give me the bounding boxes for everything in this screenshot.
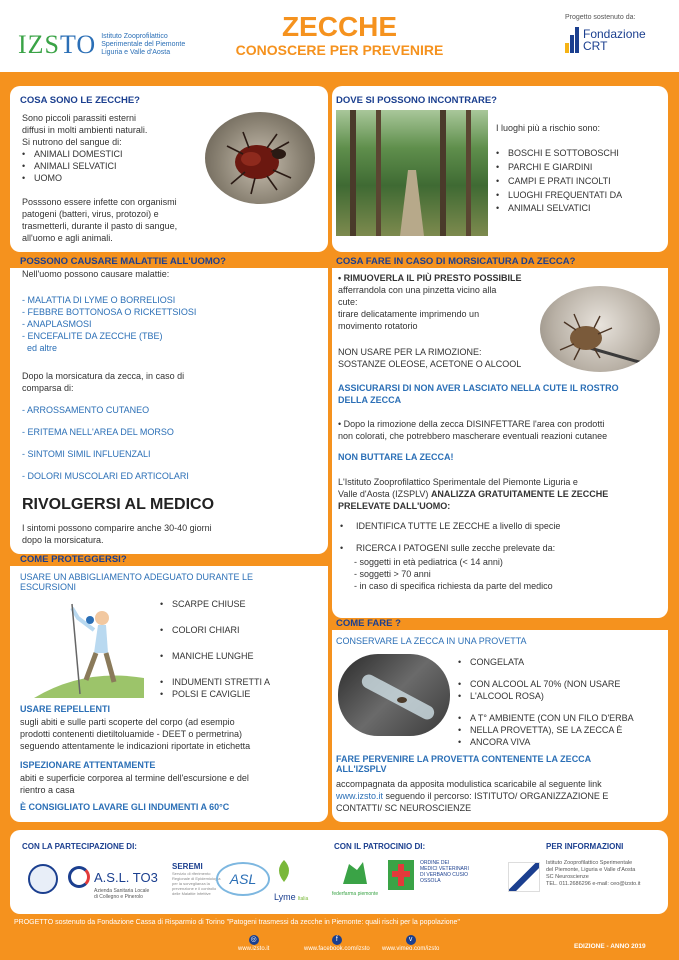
forest-icon: [336, 110, 488, 236]
sponsor-name-1: Fondazione: [583, 27, 646, 41]
social-vimeo[interactable]: [382, 935, 439, 952]
lavare-head: È CONSIGLIATO LAVARE GLI INDUMENTI A 60°C: [20, 802, 230, 812]
footer-note: PROGETTO sostenuto da Fondazione Cassa di Risparmio di Torino "Patogeni trasmessi da zecche in Piemonte: quali rischi per la popolazione": [14, 919, 460, 926]
ordine-2: MEDICI VETERINARI: [420, 866, 469, 872]
symptom-item: - SINTOMI SIMIL INFLUENZALI: [22, 449, 151, 459]
seremi-logo: [172, 862, 220, 896]
rimuovere-5: movimento rotatorio: [338, 321, 418, 331]
malattie-title: POSSONO CAUSARE MALATTIE ALL'UOMO?: [20, 256, 226, 267]
tick-photo: [205, 112, 315, 204]
izsto-link[interactable]: www.izsto.it: [336, 791, 384, 801]
federfarma-name: federfarma piemonte: [332, 891, 379, 897]
izs-2a: Valle d'Aosta (IZSPLV): [338, 489, 431, 499]
non-usare-1: NON USARE PER LA RIMOZIONE:: [338, 347, 482, 357]
rimuovere-2: afferrandola con una pinzetta vicino alla: [338, 285, 497, 295]
proteggersi-title: COME PROTEGGERSI?: [20, 554, 127, 565]
forest-photo: [336, 110, 488, 236]
come-fare-title: COME FARE ?: [336, 618, 401, 629]
vestiario-item: • COLORI CHIARI: [158, 624, 270, 636]
disinf-2: non colorati, che potrebbero mascherare eventuali reazioni cutanee: [338, 431, 608, 441]
pervenire-head-2: ALL'IZSPLV: [336, 764, 387, 774]
symptom-item: - ARROSSAMENTO CUTANEO: [22, 405, 150, 415]
rimuovere-3: cute:: [338, 297, 358, 307]
asl-logo: [216, 862, 270, 896]
vestiario-item-cont: • POLSI E CAVIGLIE: [158, 688, 270, 700]
seremi-name: SEREMI: [172, 862, 203, 871]
place-item: • BOSCHI E SOTTOBOSCHI: [494, 146, 622, 160]
ispezionare-2: rientro a casa: [20, 785, 75, 795]
conservare-head: CONSERVARE LA ZECCA IN UNA PROVETTA: [336, 636, 527, 646]
cosa-sono-outro-1: Posssono essere infette con organismi: [22, 197, 177, 207]
lyme-logo: [274, 860, 308, 905]
ordine-4: OSSOLA: [420, 878, 441, 884]
asl-to3-icon: [68, 866, 90, 888]
lyme-name: Lyme: [274, 892, 296, 902]
disease-item: - ENCEFALITE DA ZECCHE (TBE): [22, 331, 163, 341]
seremi-sub-5: delle Malattie Infettive: [172, 891, 211, 896]
lyme-sub: Italia: [297, 896, 309, 902]
informazioni-label: PER INFORMAZIONI: [546, 842, 624, 851]
rimuovere-4: tirare delicatamente imprimendo un: [338, 309, 480, 319]
social-web[interactable]: [238, 935, 269, 952]
morsicatura-title: COSA FARE IN CASO DI MORSICATURA DA ZECCA?: [336, 256, 576, 267]
check-2: DELLA ZECCA: [338, 395, 402, 405]
page-subtitle: CONOSCERE PER PREVENIRE: [235, 42, 444, 58]
analisi-item: • RICERCA I PATOGENI sulle zecche prelevate da:: [338, 542, 560, 554]
seremi-sub-3: per la sorveglianza la: [172, 881, 210, 886]
izs-small-logo-icon: [508, 862, 540, 892]
cosa-sono-title: COSA SONO LE ZECCHE?: [20, 95, 140, 106]
pervenire-2: seguendo il percorso: ISTITUTO/ ORGANIZZAZIONE E: [383, 791, 609, 801]
panel-cosa-sono: [10, 86, 328, 252]
facebook-link[interactable]: www.facebook.com/izsto: [304, 946, 370, 952]
social-facebook[interactable]: [304, 935, 370, 952]
soggetti-item: - soggetti > 70 anni: [354, 569, 431, 579]
conservazione-item-cont: • NELLA PROVETTA), SE LA ZECCA È: [456, 724, 634, 736]
tick-icon: [205, 112, 315, 204]
ordine-logo: [388, 860, 469, 890]
header: [0, 0, 679, 72]
logo-sub-2: Sperimentale del Piemonte: [101, 41, 186, 48]
cosa-sono-intro-2: diffusi in molti ambienti naturali.: [22, 125, 148, 135]
globe-icon: ◎: [250, 936, 257, 943]
logo-mark2: TO: [60, 30, 97, 59]
vestiario-item: • SCARPE CHIUSE: [158, 598, 270, 610]
seremi-sub-4: prevenzione e il controllo: [172, 886, 217, 891]
izs-3: PRELEVATE DALL'UOMO:: [338, 501, 451, 511]
check-1: ASSICURARSI DI NON AVER LASCIATO NELLA CUTE IL ROSTRO: [338, 383, 619, 393]
cosa-sono-intro-1: Sono piccoli parassiti esterni: [22, 113, 137, 123]
patrocinio-label: CON IL PATROCINIO DI:: [334, 842, 426, 851]
soggetti-item: - soggetti in età pediatrica (< 14 anni): [354, 557, 503, 567]
asl-to3-sub-1: Azienda Sanitaria Locale: [94, 888, 150, 894]
abbigliamento-head-1: USARE UN ABBIGLIAMENTO ADEGUATO DURANTE LE: [20, 572, 254, 582]
analisi-item: • IDENTIFICA TUTTE LE ZECCHE a livello di specie: [338, 520, 560, 532]
conservazione-item: • CONGELATA: [456, 656, 634, 668]
conservazione-item: • CON ALCOOL AL 70% (NON USARE: [456, 678, 634, 690]
tweezers-photo: [540, 286, 660, 372]
ispezionare-head: ISPEZIONARE ATTENTAMENTE: [20, 760, 156, 770]
place-item-cont: • ANIMALI SELVATICI: [494, 202, 622, 214]
lyme-leaf-icon: [274, 860, 294, 882]
place-item: • LUOGHI FREQUENTATI DA: [494, 188, 622, 202]
asl-to3-sub-2: di Collegno e Pinerolo: [94, 894, 143, 900]
ordine-1: ORDINE DEI: [420, 860, 450, 866]
repellenti-3: seguendo attentamente le indicazioni riportate in etichetta: [20, 741, 251, 751]
symptom-item: - ERITEMA NELL'AREA DEL MORSO: [22, 427, 174, 437]
logo-mark: IZS: [18, 30, 60, 59]
vestiario-item: • MANICHE LUNGHE: [158, 650, 270, 662]
panel-proteggersi: [10, 554, 328, 822]
hiker-illustration: [24, 598, 144, 698]
sponsor-name-2: CRT: [583, 39, 608, 53]
malattie-after-1: Dopo la morsicatura da zecca, in caso di: [22, 371, 185, 381]
cosa-sono-outro-4: all'uomo e agli animali.: [22, 233, 113, 243]
info-2: del Piemonte, Liguria e Valle d'Aosta: [546, 867, 636, 873]
disinf-1: • Dopo la rimozione della zecca DISINFETTARE l'area con prodotti: [338, 419, 605, 429]
federfarma-logo: [332, 860, 378, 897]
repellenti-1: sugli abiti e sulle parti scoperte del corpo (ad esempio: [20, 717, 235, 727]
cosa-sono-outro-3: trasmetterli, durante il pasto di sangue,: [22, 221, 178, 231]
seal-logo-icon: [28, 864, 58, 894]
disease-item: - FEBBRE BOTTONOSA O RICKETTSIOSI: [22, 307, 197, 317]
malattie-intro: Nell'uomo possono causare malattie:: [22, 269, 170, 279]
symptom-item: - DOLORI MUSCOLARI ED ARTICOLARI: [22, 471, 189, 481]
seremi-sub-2: Regionale di Epidemiologia: [172, 876, 221, 881]
izs-2b: ANALIZZA GRATUITAMENTE LE ZECCHE: [430, 489, 609, 499]
call-to-action: RIVOLGERSI AL MEDICO: [22, 496, 215, 513]
pervenire-1: accompagnata da apposita modulistica scaricabile al seguente link: [336, 779, 602, 789]
cosa-sono-outro-2: patogeni (batteri, virus, protozoi) e: [22, 209, 159, 219]
izs-1: L'Istituto Zooprofilattico Sperimentale del Piemonte Liguria e: [338, 477, 578, 487]
pervenire-3: CONTATTI/ SC NEUROSCIENZE: [336, 803, 472, 813]
repellenti-head: USARE REPELLENTI: [20, 704, 111, 714]
web-link[interactable]: www.izsto.it: [238, 946, 270, 952]
conservazione-item-cont: • ANCORA VIVA: [456, 736, 634, 748]
panel-come-fare: [332, 618, 668, 822]
conservazione-item: • A T° AMBIENTE (CON UN FILO D'ERBA: [456, 712, 634, 724]
tube-icon: [338, 654, 450, 736]
abbigliamento-head-2: ESCURSIONI: [20, 582, 77, 592]
info-3: SC Neuroscienze: [546, 874, 589, 880]
repellenti-2: prodotti contenenti dietiltoluamide - DEET o permetrina): [20, 729, 242, 739]
partecipazione-label: CON LA PARTECIPAZIONE DI:: [22, 842, 137, 851]
edition-label: EDIZIONE - ANNO 2019: [574, 943, 646, 950]
asl-to3-name: A.S.L. TO3: [94, 869, 158, 885]
vestiario-item: • INDUMENTI STRETTI A: [158, 676, 270, 688]
logo-sub-3: Liguria e Valle d'Aosta: [101, 49, 171, 56]
host-item: • ANIMALI DOMESTICI: [20, 148, 123, 160]
host-item: • ANIMALI SELVATICI: [20, 160, 123, 172]
page-title: ZECCHE: [281, 11, 398, 42]
conservazione-item-cont: • L'ALCOOL ROSA): [456, 690, 634, 702]
rimuovere-1: • RIMUOVERLA IL PIÙ PRESTO POSSIBILE: [338, 273, 522, 283]
non-buttare: NON BUTTARE LA ZECCA!: [338, 452, 454, 462]
soggetti-item: - in caso di specifica richiesta da parte del medico: [354, 581, 553, 591]
non-usare-2: SOSTANZE OLEOSE, ACETONE O ALCOOL: [338, 359, 522, 369]
malattie-note-1: I sintomi possono comparire anche 30-40 giorni: [22, 523, 212, 533]
federfarma-icon: [335, 860, 375, 886]
sponsor-label: Progetto sostenuto da:: [565, 14, 636, 21]
crt-mark-icon: [565, 27, 579, 53]
ordine-3: DI VERBANO CUSIO: [420, 872, 469, 878]
asl-to3-logo: [68, 866, 158, 900]
disease-item: - ANAPLASMOSI: [22, 319, 92, 329]
facebook-icon: f: [332, 935, 342, 945]
host-item: • UOMO: [20, 172, 123, 184]
pervenire-head-1: FARE PERVENIRE LA PROVETTA CONTENENTE LA ZECCA: [336, 754, 592, 764]
tweezers-icon: [540, 286, 660, 372]
info-1: Istituto Zooprofilattico Sperimentale: [546, 860, 633, 866]
asl-name: ASL: [229, 871, 257, 887]
panel-dove: [332, 86, 668, 252]
disease-item: ed altre: [22, 343, 58, 353]
disease-item: - MALATTIA DI LYME O BORRELIOSI: [22, 295, 176, 305]
tube-photo: [338, 654, 450, 736]
hiker-icon: [24, 598, 144, 698]
panel-morsicatura: [332, 256, 668, 618]
dove-title: DOVE SI POSSONO INCONTRARE?: [336, 95, 497, 106]
seremi-sub-1: Servizio di riferimento: [172, 871, 211, 876]
cosa-sono-intro-3: Si nutrono del sangue di:: [22, 137, 122, 147]
vimeo-link[interactable]: www.vimeo.com/izsto: [382, 946, 440, 952]
malattie-after-2: comparsa di:: [22, 383, 74, 393]
place-item: • CAMPI E PRATI INCOLTI: [494, 174, 622, 188]
logo-sub-1: Istituto Zooprofilattico: [101, 33, 168, 40]
crt-logo: [565, 14, 646, 53]
dove-intro: I luoghi più a rischio sono:: [496, 123, 601, 133]
place-item: • PARCHI E GIARDINI: [494, 160, 622, 174]
panel-partners: [10, 830, 668, 914]
panel-malattie: [10, 256, 328, 554]
vimeo-icon: v: [406, 935, 416, 945]
malattie-note-2: dopo la morsicatura.: [22, 535, 104, 545]
ispezionare-1: abiti e superficie corporea al termine dell'escursione e del: [20, 773, 249, 783]
info-4: TEL. 011.2686296 e-mail: ceo@izsto.it: [546, 881, 641, 887]
ordine-cross-icon: [388, 860, 414, 890]
